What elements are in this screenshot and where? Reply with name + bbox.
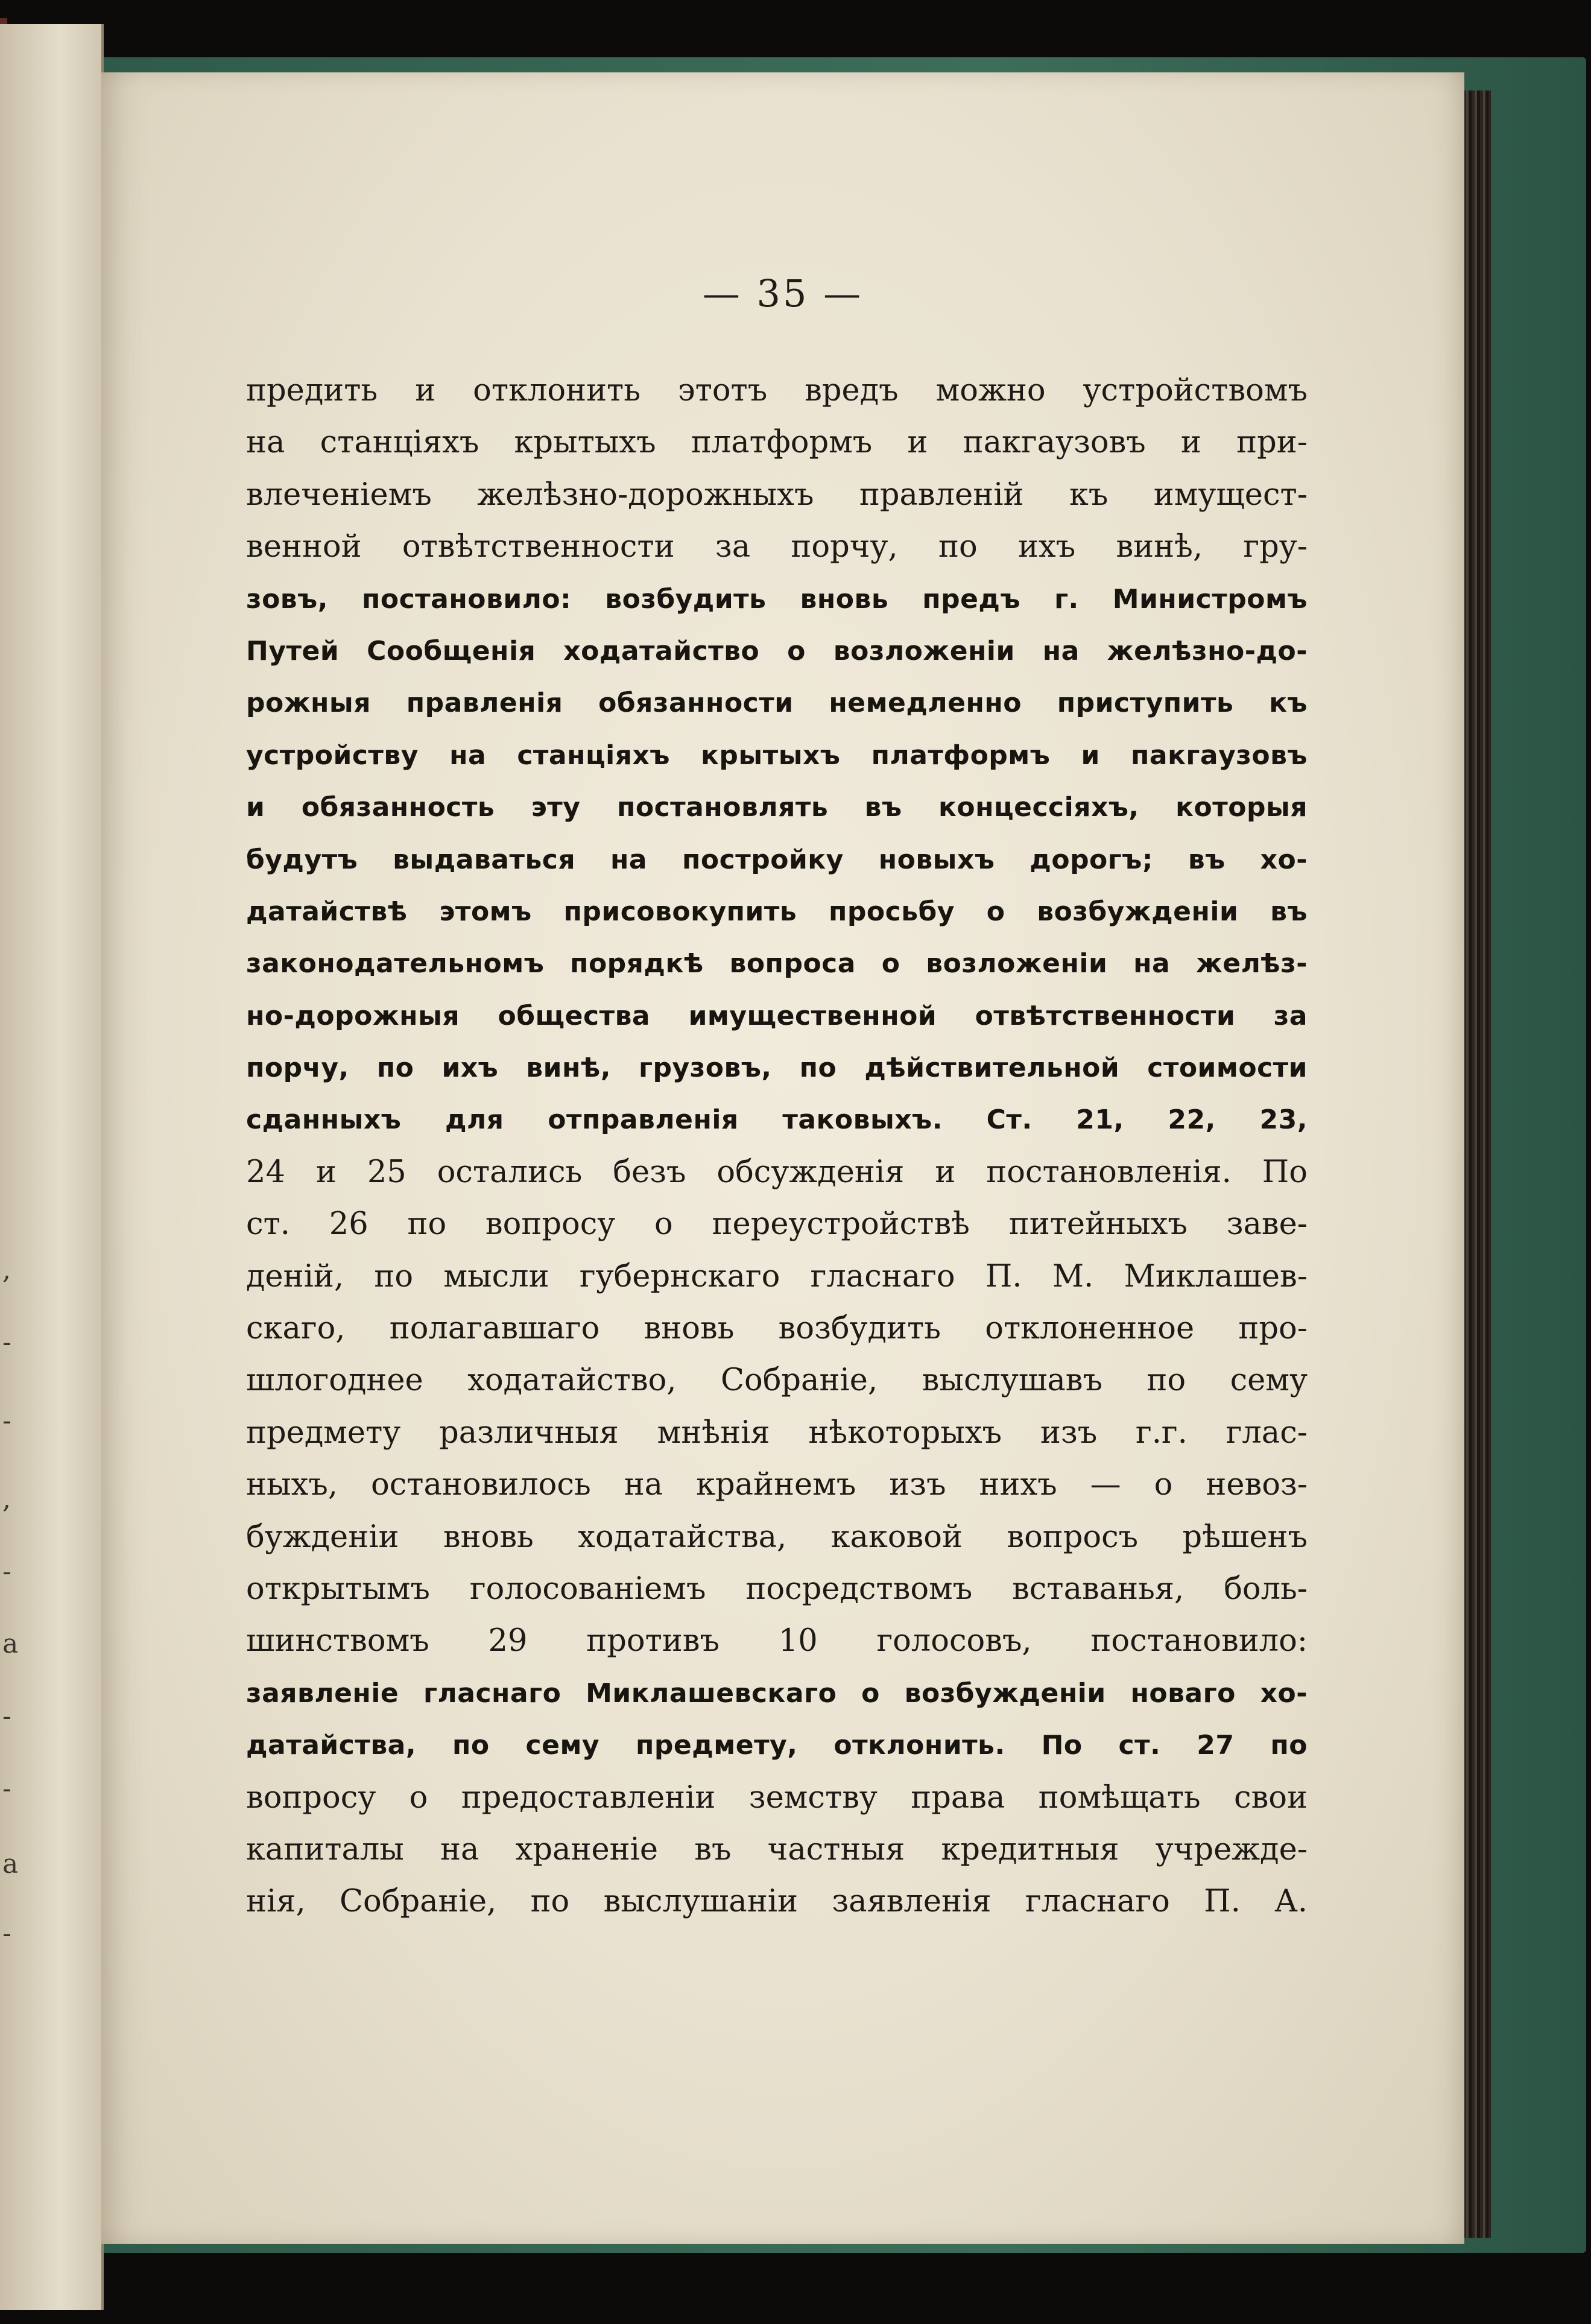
facing-page-fragment: - [2,1405,11,1436]
facing-page-left [0,24,104,2310]
text-line: сданныхъ для отправленія таковыхъ. Ст. 21, 22, 23, [246,1104,1308,1136]
text-line: ныхъ, остановилось на крайнемъ изъ нихъ — о невоз- [246,1467,1308,1503]
text-line: скаго, полагавшаго вновь возбудить отклоненное про- [246,1311,1308,1347]
book-page [101,72,1464,2244]
text-line: шинствомъ 29 противъ 10 голосовъ, постановило: [246,1623,1308,1659]
text-line: датайства, по сему предмету, отклонить. По ст. 27 по [246,1730,1308,1761]
facing-page-fragment: a [2,1849,19,1879]
page-body-text [246,365,1308,1928]
text-line: шлогоднее ходатайство, Собраніе, выслушавъ по сему [246,1363,1308,1399]
text-line: нія, Собраніе, по выслушаніи заявленія гласнаго П. А. [246,1884,1308,1920]
text-line: ст. 26 по вопросу о переустройствѣ питейныхъ заве- [246,1206,1308,1243]
text-line: рожныя правленія обязанности немедленно приступить къ [246,688,1308,719]
text-line: капиталы на храненіе въ частныя кредитныя учрежде- [246,1831,1308,1867]
facing-page-fragment: , [2,1484,11,1515]
text-line: предить и отклонить этотъ вредъ можно устройствомъ [246,373,1308,408]
text-line: заявленіе гласнаго Миклашевскаго о возбужденіи новаго хо- [246,1677,1308,1709]
text-line: и обязанность эту постановлять въ концессіяхъ, которыя [246,792,1308,823]
text-line: 24 и 25 остались безъ обсужденія и постановленія. По [246,1154,1308,1190]
facing-page-fragment: , [2,1255,11,1285]
page-number: — 35 — [702,271,864,315]
text-line: устройству на станціяхъ крытыхъ платформъ и пакгаузовъ [246,739,1308,771]
text-line: венной отвѣтственности за порчу, по ихъ винѣ, гру- [246,529,1308,565]
facing-page-fragment: - [2,1327,11,1358]
text-line: на станціяхъ крытыхъ платформъ и пакгаузовъ и при- [246,425,1308,461]
facing-page-fragment: - [2,1918,11,1949]
text-line: Путей Сообщенія ходатайство о возложеніи на желѣзно-до- [246,635,1308,666]
text-line: деній, по мысли губернскаго гласнаго П. М. Миклашев- [246,1258,1308,1294]
text-line: зовъ, постановило: возбудить вновь предъ г. Министромъ [246,583,1308,615]
facing-page-fragment: a [2,1629,19,1659]
text-line: предмету различныя мнѣнія нѣкоторыхъ изъ г.г. глас- [246,1414,1308,1451]
text-line: бужденіи вновь ходатайства, каковой вопросъ рѣшенъ [246,1519,1308,1555]
facing-page-fragment: - [2,1773,11,1804]
text-line: порчу, по ихъ винѣ, грузовъ, по дѣйствительной стоимости [246,1053,1308,1084]
facing-page-fragment: - [2,1701,11,1732]
text-line: открытымъ голосованіемъ посредствомъ вставанья, боль- [246,1571,1308,1607]
text-line: законодательномъ порядкѣ вопроса о возложеніи на желѣз- [246,948,1308,980]
text-line: но-дорожныя общества имущественной отвѣтственности за [246,1000,1308,1031]
text-line: датайствѣ этомъ присовокупить просьбу о возбужденіи въ [246,896,1308,927]
text-line: будутъ выдаваться на постройку новыхъ дорогъ; въ хо- [246,844,1308,875]
text-line: вопросу о предоставленіи земству права помѣщать свои [246,1779,1308,1816]
facing-page-fragment: - [2,1556,11,1587]
text-line: влеченіемъ желѣзно-дорожныхъ правленій къ имущест- [246,477,1308,513]
